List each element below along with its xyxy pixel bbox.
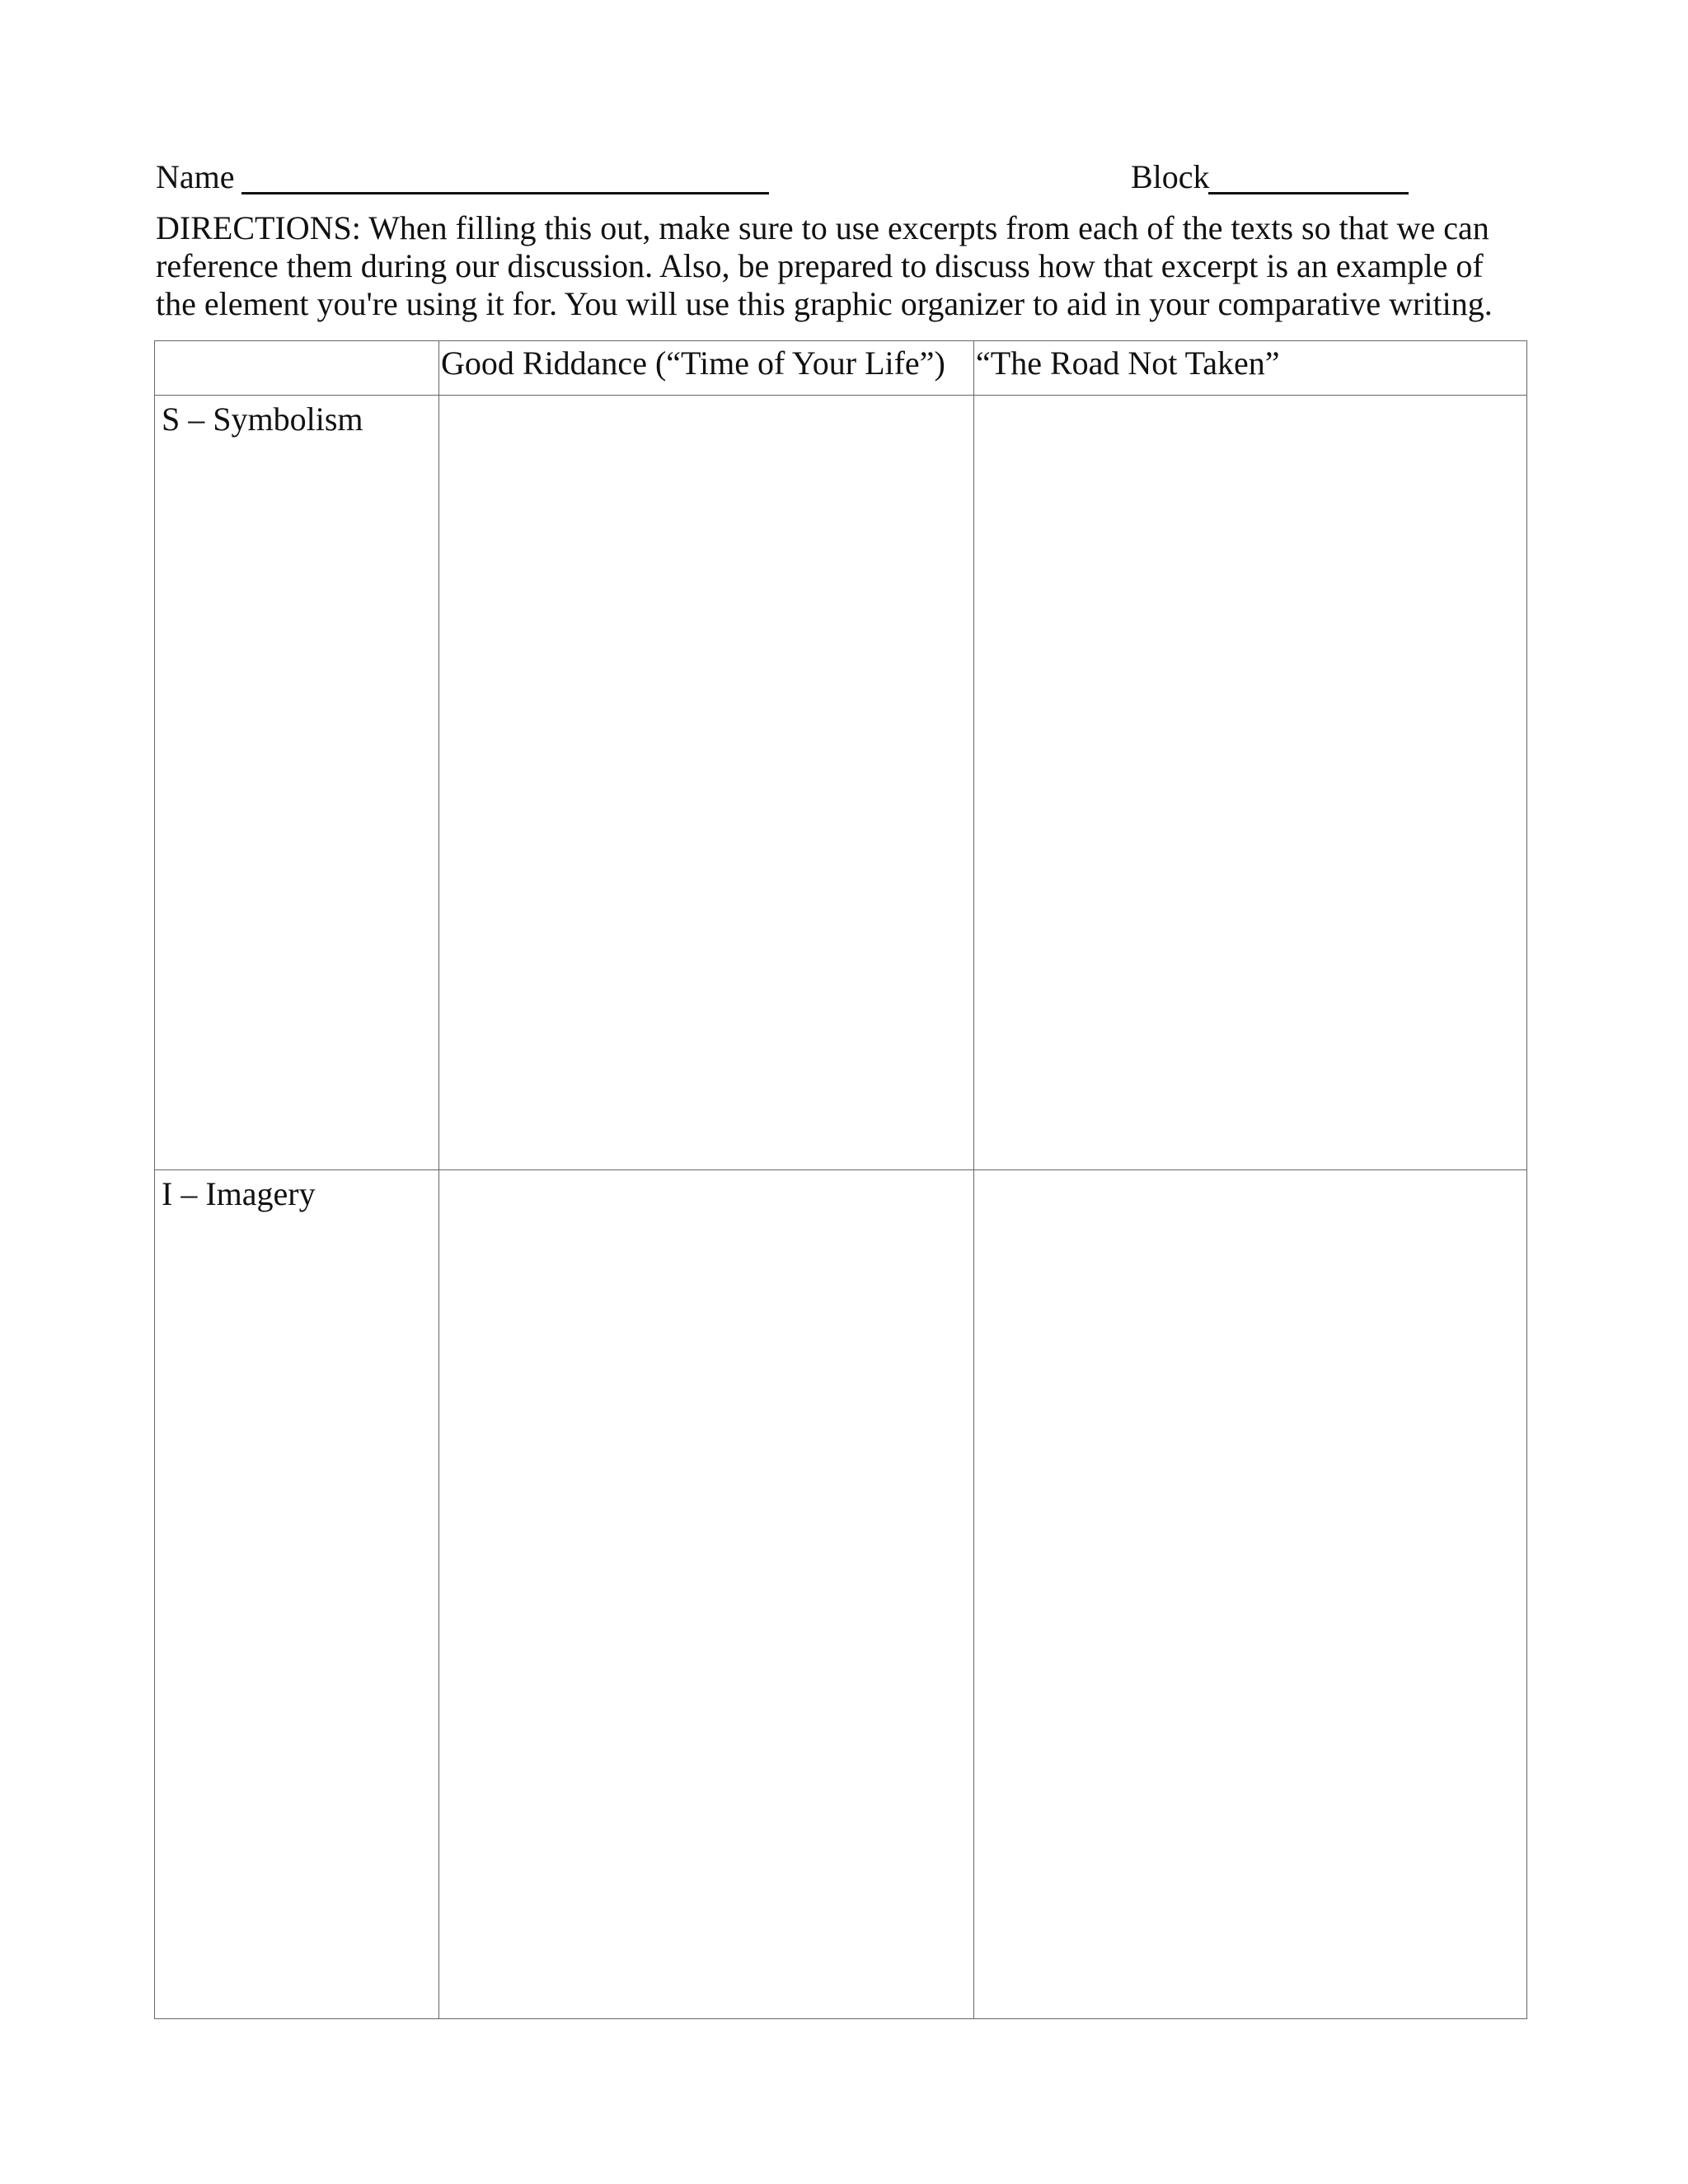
header-cell-road-not-taken: “The Road Not Taken” <box>974 341 1527 396</box>
name-blank-line[interactable] <box>241 192 769 194</box>
header-cell-good-riddance: Good Riddance (“Time of Your Life”) <box>439 341 974 396</box>
name-block-line <box>156 152 1409 202</box>
table-header-row <box>155 341 1527 396</box>
table-row-symbolism <box>155 396 1527 1170</box>
cell-symbolism-good-riddance[interactable] <box>439 396 974 1170</box>
graphic-organizer-table <box>154 340 1527 2019</box>
row-label-symbolism: S – Symbolism <box>155 396 439 1170</box>
cell-imagery-road-not-taken[interactable] <box>974 1170 1527 2019</box>
table-row-imagery <box>155 1170 1527 2019</box>
cell-symbolism-road-not-taken[interactable] <box>974 396 1527 1170</box>
block-label: Block <box>1131 158 1210 195</box>
directions-text: DIRECTIONS: When filling this out, make sure to use excerpts from each of the texts so that we can reference them during our discussion. Also, be prepared to discuss how that excerpt is an example of the element you're using it for. You will use this graphic organizer to aid in your comparative writing. <box>156 209 1493 322</box>
header-cell-empty <box>155 341 439 396</box>
row-label-imagery: I – Imagery <box>155 1170 439 2019</box>
block-blank-line[interactable] <box>1208 192 1409 194</box>
cell-imagery-good-riddance[interactable] <box>439 1170 974 2019</box>
name-label: Name <box>156 158 235 195</box>
